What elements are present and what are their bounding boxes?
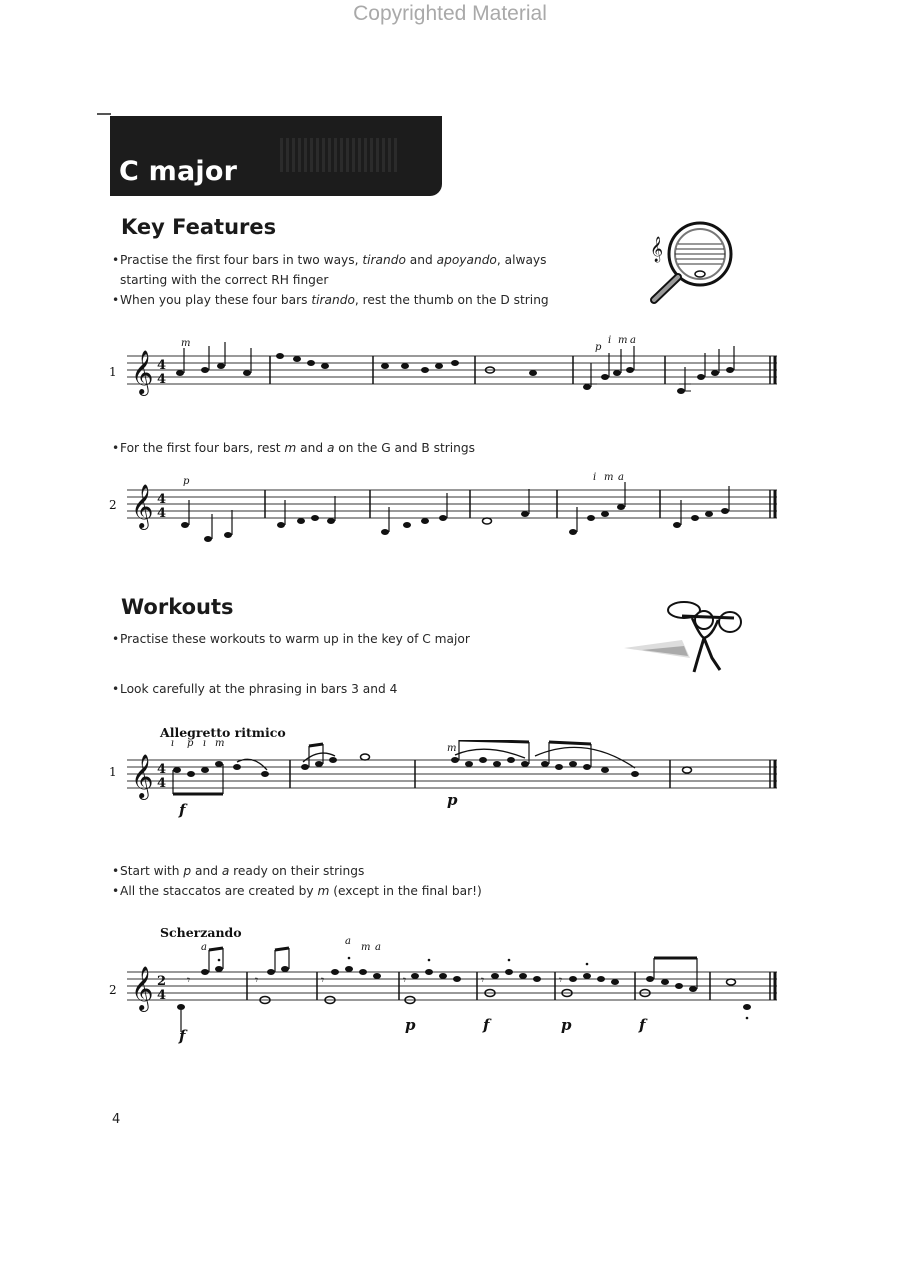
fingering-mark: p (183, 476, 190, 487)
key-features-bullet-3: •For the first four bars, rest m and a on the G and B strings (112, 441, 475, 455)
svg-text:4: 4 (157, 506, 167, 521)
svg-text:4: 4 (157, 988, 167, 1003)
svg-text:𝄾: 𝄾 (187, 973, 191, 987)
music-staff-key-features-2 (125, 462, 785, 542)
workouts-bullet-4: •All the staccatos are created by m (except in the final bar!) (112, 884, 482, 898)
magnifier-icon (648, 214, 744, 310)
music-staff-key-features-1 (125, 328, 785, 408)
svg-text:𝄞: 𝄞 (650, 237, 664, 262)
exercise-number: 2 (109, 983, 117, 997)
dynamic-marking: f (179, 1027, 186, 1045)
fingering-mark: m (618, 335, 628, 346)
fingering-mark: a (345, 938, 351, 947)
title-banner (110, 116, 442, 196)
dynamic-marking: p (447, 791, 458, 809)
svg-text:𝄾: 𝄾 (559, 973, 563, 987)
svg-text:4: 4 (157, 762, 167, 777)
svg-text:4: 4 (157, 492, 167, 507)
music-staff-workouts-2 (125, 938, 785, 1048)
workouts-bullet-2: •Look carefully at the phrasing in bars 3 and 4 (112, 682, 398, 696)
fingering-mark: a (375, 942, 381, 953)
fingering-mark: p (595, 342, 602, 353)
dynamic-marking: p (405, 1016, 416, 1034)
fingering-mark: i (171, 740, 175, 749)
fingering-mark: a (630, 335, 636, 346)
fingering-mark: m (181, 338, 191, 349)
dynamic-marking: f (483, 1016, 490, 1034)
exercise-number: 1 (109, 365, 117, 379)
svg-text:𝄾: 𝄾 (321, 973, 325, 987)
exercise-number: 1 (109, 765, 117, 779)
dynamic-marking: f (639, 1016, 646, 1034)
fingering-mark: p (187, 740, 194, 749)
svg-text:𝄞: 𝄞 (131, 484, 154, 528)
fingering-mark: m (215, 740, 225, 749)
key-features-bullet-2: •When you play these four bars tirando, rest the thumb on the D string (112, 293, 549, 307)
svg-text:4: 4 (157, 358, 167, 373)
banner-texture (280, 138, 400, 172)
music-staff-workouts-1 (125, 740, 785, 822)
svg-text:𝄾: 𝄾 (481, 973, 485, 987)
watermark: Copyrighted Material (353, 2, 547, 25)
crop-mark (97, 113, 111, 115)
workouts-bullet-3: •Start with p and a ready on their strings (112, 864, 365, 878)
fingering-mark: i (608, 335, 612, 346)
tempo-marking: Allegretto ritmico (160, 725, 286, 740)
svg-text:4: 4 (157, 776, 167, 791)
svg-text:𝄞: 𝄞 (131, 966, 154, 1010)
dynamic-marking: p (561, 1016, 572, 1034)
fingering-mark: m (447, 743, 457, 754)
svg-text:2: 2 (157, 974, 167, 989)
fingering-mark: a (201, 942, 207, 953)
workouts-bullet-1: •Practise these workouts to warm up in the key of C major (112, 632, 470, 646)
svg-text:𝄾: 𝄾 (255, 973, 259, 987)
weightlifter-icon (622, 596, 752, 684)
svg-text:𝄞: 𝄞 (131, 754, 154, 798)
fingering-mark: i (203, 740, 207, 749)
fingering-mark: m (361, 942, 371, 953)
workouts-heading: Workouts (121, 595, 234, 619)
exercise-number: 2 (109, 498, 117, 512)
fingering-mark: i (593, 472, 597, 483)
tempo-marking: Scherzando (160, 925, 242, 940)
key-features-bullet-1: •Practise the first four bars in two ways, tirando and apoyando, always starting with the correct RH finger (112, 253, 547, 287)
svg-text:𝄾: 𝄾 (403, 973, 407, 987)
fingering-mark: a (618, 472, 624, 483)
page-title: C major (119, 156, 238, 187)
svg-text:𝄞: 𝄞 (131, 350, 154, 394)
page-number: 4 (112, 1112, 121, 1127)
svg-text:4: 4 (157, 372, 167, 387)
key-features-heading: Key Features (121, 215, 277, 239)
dynamic-marking: f (179, 801, 186, 819)
fingering-mark: m (604, 472, 614, 483)
